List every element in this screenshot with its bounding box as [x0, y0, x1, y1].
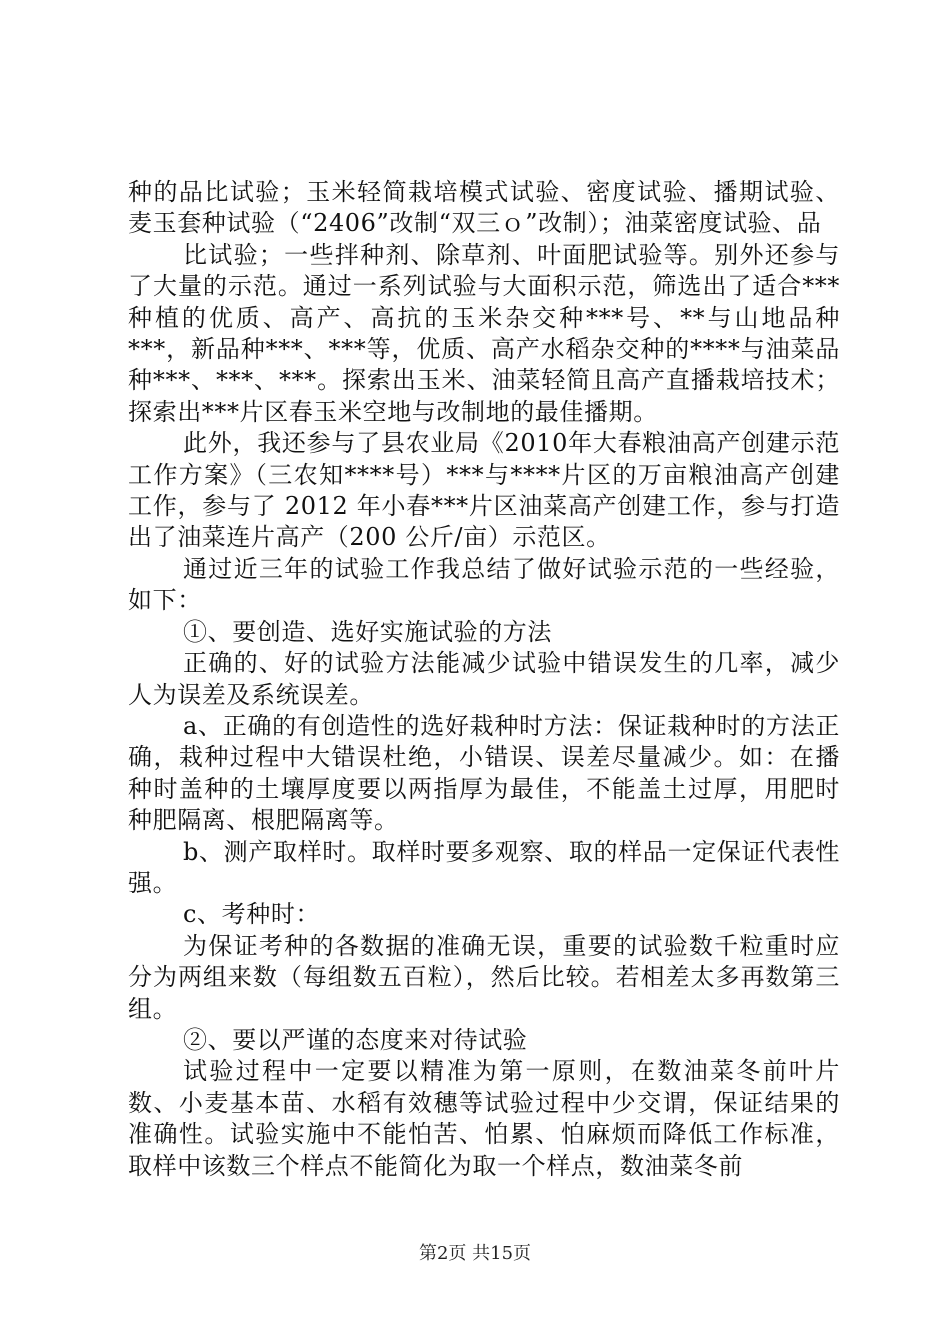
- paragraph: 比试验；一些拌种剂、除草剂、叶面肥试验等。别外还参与了大量的示范。通过一系列试验与大面积示范，筛选出了适合***种植的优质、高产、高抗的玉米杂交种***号、**与山地品种***，新品种***、***等，优质、高产水稻杂交种的****与油菜品种***、***、***。探索出玉米、油菜轻简且高产直播栽培技术；探索出***片区春玉米空地与改制地的最佳播期。: [128, 240, 840, 426]
- document-body: [128, 177, 840, 1182]
- list-item-c: c、考种时：: [183, 900, 321, 929]
- section-heading-1: ①、要创造、选好实施试验的方法: [183, 617, 552, 646]
- page-number-footer: 第2页 共15页: [418, 1243, 532, 1264]
- paragraph: 试验过程中一定要以精准为第一原则，在数油菜冬前叶片数、小麦基本苗、水稻有效穗等试验过程中少交谓，保证结果的准确性。试验实施中不能怕苦、怕累、怕麻烦而降低工作标准，取样中该数三个样点不能简化为取一个样点，数油菜冬前: [128, 1057, 840, 1180]
- paragraph: 正确的、好的试验方法能减少试验中错误发生的几率，减少人为误差及系统误差。: [128, 649, 840, 709]
- paragraph-continuation: 种的品比试验；玉米轻简栽培模式试验、密度试验、播期试验、麦玉套种试验（“2406”改制“双三ｏ”改制）；油菜密度试验、品: [128, 178, 840, 238]
- paragraph: 通过近三年的试验工作我总结了做好试验示范的一些经验，如下：: [128, 554, 840, 615]
- paragraph: 此外，我还参与了县农业局《2010年大春粮油高产创建示范工作方案》（三农知****号）***与****片区的万亩粮油高产创建工作，参与了 2012 年小春***片区油菜高产创建工作，参与打造出了油菜连片高产（200 公斤/亩）示范区。: [128, 429, 840, 552]
- list-item-a: a、正确的有创造性的选好栽种时方法：保证栽种时的方法正确，栽种过程中大错误杜绝，小错误、误差尽量减少。如：在播种时盖种的土壤厚度要以两指厚为最佳，不能盖土过厚，用肥时种肥隔离、根肥隔离等。: [128, 711, 840, 835]
- list-item-b: b、测产取样时。取样时要多观察、取的样品一定保证代表性强。: [128, 837, 840, 897]
- section-heading-2: ②、要以严谨的态度来对待试验: [183, 1025, 528, 1054]
- paragraph: 为保证考种的各数据的准确无误，重要的试验数千粒重时应分为两组来数（每组数五百粒），然后比较。若相差太多再数第三组。: [128, 931, 840, 1023]
